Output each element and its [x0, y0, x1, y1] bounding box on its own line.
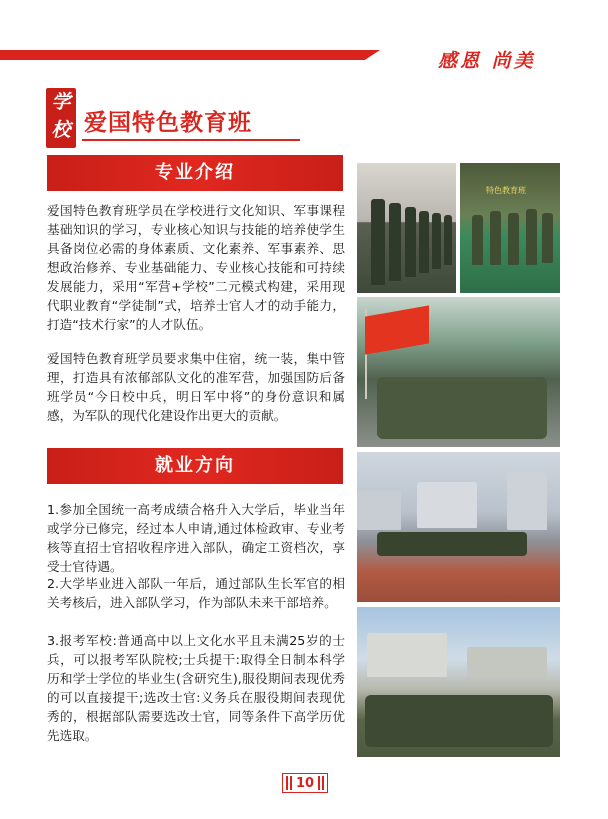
page-number-box [282, 773, 328, 793]
paragraph: 1.参加全国统一高考成绩合格升入大学后，毕业当年或学分已修完，经过本人申请,通过体检政审、专业考核等直招士官招收程序进入部队，确定工资档次，享受士官待遇。 [47, 502, 345, 574]
page-number: 10 [295, 775, 315, 791]
header-stripe [0, 50, 380, 60]
paragraph: 2.大学毕业进入部队一年后，通过部队生长军官的相关考核后，进入部队学习，作为部队未来干部培养。 [47, 576, 345, 610]
section-heading-employment: 就业方向 [47, 448, 343, 484]
slogan: 感恩 尚美 [438, 50, 536, 72]
photo-group-portrait [357, 607, 560, 757]
paragraph: 3.报考军校:普通高中以上文化水平且未满25岁的士兵，可以报考军队院校;士兵提干:取得全日制本科学历和学士学位的毕业生(含研究生),服役期间表现优秀的可以直接提干;选改士官:义务兵在服役期间表现优秀的，根据部队需要选改士官，同等条件下高学历优先选取。 [47, 633, 345, 743]
school-seal [46, 88, 76, 148]
paragraph: 爱国特色教育班学员要求集中住宿，统一装，集中管理，打造具有浓郁部队文化的准军营，加强国防后备班学员“今日校中兵，明日军中将”的身份意识和属感，为军队的现代化建设作出更大的贡献。 [47, 351, 345, 423]
photo-group-with-flag [357, 297, 560, 447]
photo-drill-formation [357, 163, 456, 293]
seal-char: 校 [51, 119, 71, 141]
page-title: 爱国特色教育班 [84, 110, 252, 136]
photo-campus-drill [357, 452, 560, 602]
photo-training-march [460, 163, 560, 293]
paragraph: 爱国特色教育班学员在学校进行文化知识、军事课程基础知识的学习，专业核心知识与技能的培养使学生具备岗位必需的身体素质、文化素养、军事素养、思想政治修养、专业基础能力、专业核心技能和可持续发展能力，采用“军营+学校”二元模式构建，采用现代职业教育“学徒制”式，培养士官人才的动手能力，打造“技术行家”的人才队伍。 [47, 203, 345, 332]
seal-char: 学 [51, 91, 71, 113]
section-heading-major-intro: 专业介绍 [47, 155, 343, 191]
photo-caption: 特色教育班 [486, 186, 526, 195]
red-flag [365, 305, 429, 354]
title-underline [82, 139, 300, 141]
